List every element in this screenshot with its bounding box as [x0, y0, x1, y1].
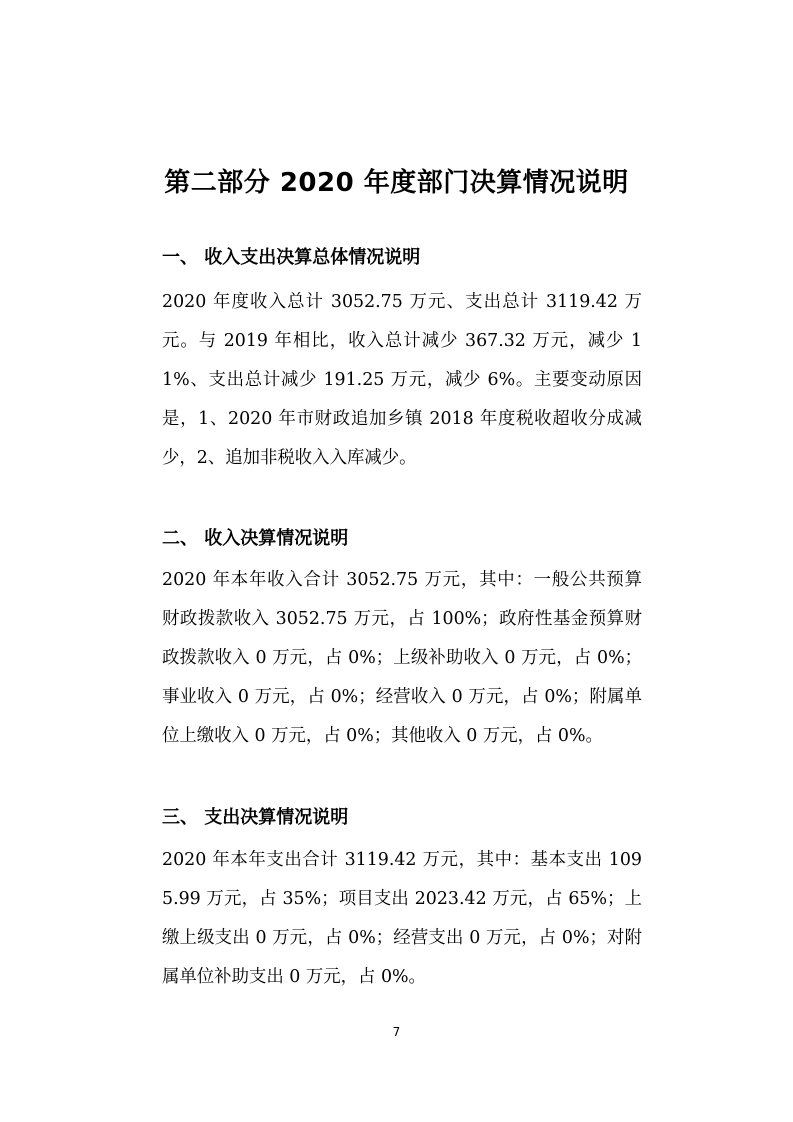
- section-heading-income: 二、 收入决算情况说明: [162, 528, 349, 549]
- page-title: 第二部分 2020 年度部门决算情况说明: [164, 168, 629, 198]
- section-heading-overall: 一、 收入支出决算总体情况说明: [162, 247, 421, 268]
- section-body-income: 2020 年本年收入合计 3052.75 万元，其中：一般公共预算财政拨款收入 3052.75 万元，占 100%；政府性基金预算财政拨款收入 0 万元，占 0%；上级补助收入 0 万元，占 0%；事业收入 0 万元，占 0%；经营收入 0 万元，占 0%；附属单位上缴收入 0 万元，占 0%；其他收入 0 万元，占 0%。: [162, 570, 642, 746]
- section-heading-expenditure: 三、 支出决算情况说明: [162, 807, 349, 828]
- section-body-overall: 2020 年度收入总计 3052.75 万元、支出总计 3119.42 万元。与 2019 年相比，收入总计减少 367.32 万元，减少 11%、支出总计减少 191.25 万元，减少 6%。主要变动原因是，1、2020 年市财政追加乡镇 2018 年度税收超收分成减少，2、追加非税收入入库减少。: [162, 292, 642, 468]
- page-number: 7: [392, 1025, 401, 1039]
- section-body-expenditure: 2020 年本年支出合计 3119.42 万元，其中：基本支出 1095.99 万元，占 35%；项目支出 2023.42 万元，占 65%；上缴上级支出 0 万元，占 0%；经营支出 0 万元，占 0%；对附属单位补助支出 0 万元，占 0%。: [162, 850, 642, 987]
